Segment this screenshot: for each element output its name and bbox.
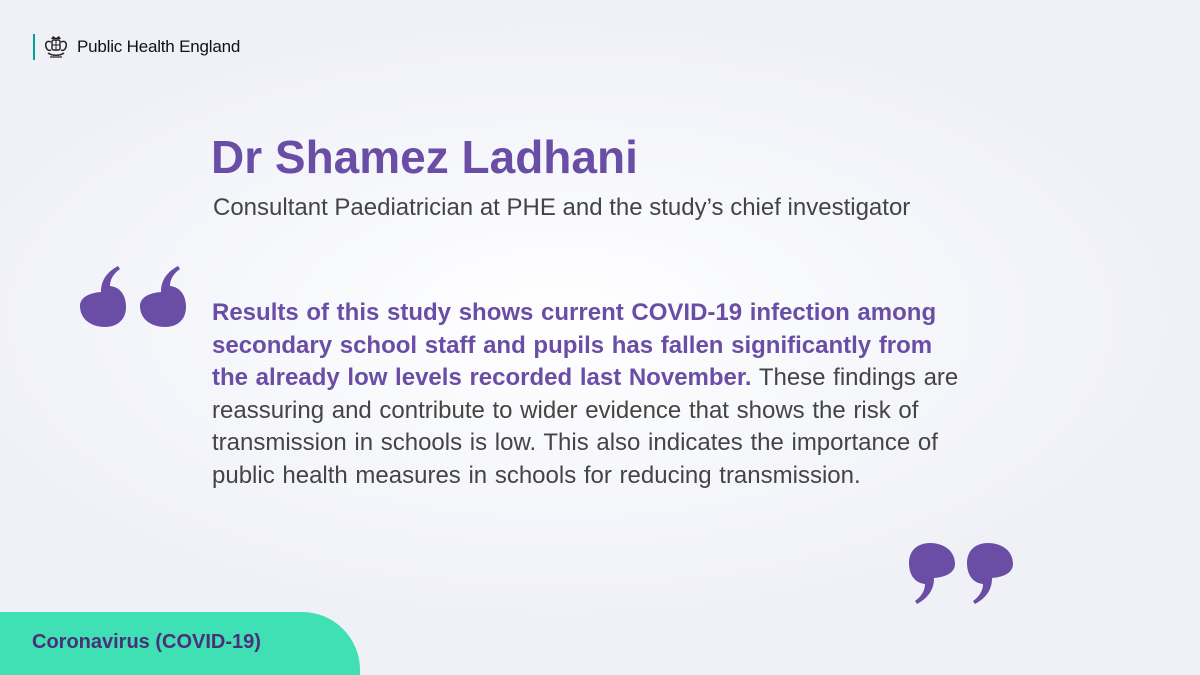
campaign-label: Coronavirus (COVID-19)	[32, 631, 261, 653]
speaker-role: Consultant Paediatrician at PHE and the study’s chief investigator	[213, 194, 911, 221]
org-name: Public Health England	[77, 37, 241, 56]
phe-logo	[33, 33, 240, 61]
quote-text	[212, 297, 972, 492]
quote-emphasis: Results of this study shows current COVID-19 infection among secondary school staff and pupils has fallen significantly from the already low levels recorded last November.	[212, 299, 937, 391]
quote-body: These findings are reassuring and contribute to wider evidence that shows the risk of transmission in schools is low. This also indicates the importance of public health measures in schools for reducing transmission.	[212, 364, 959, 489]
close-quote-icon	[905, 530, 1017, 608]
open-quote-icon	[74, 262, 190, 342]
speaker-name: Dr Shamez Ladhani	[211, 131, 638, 183]
logo-divider	[33, 34, 35, 60]
royal-crest-icon	[42, 34, 70, 60]
